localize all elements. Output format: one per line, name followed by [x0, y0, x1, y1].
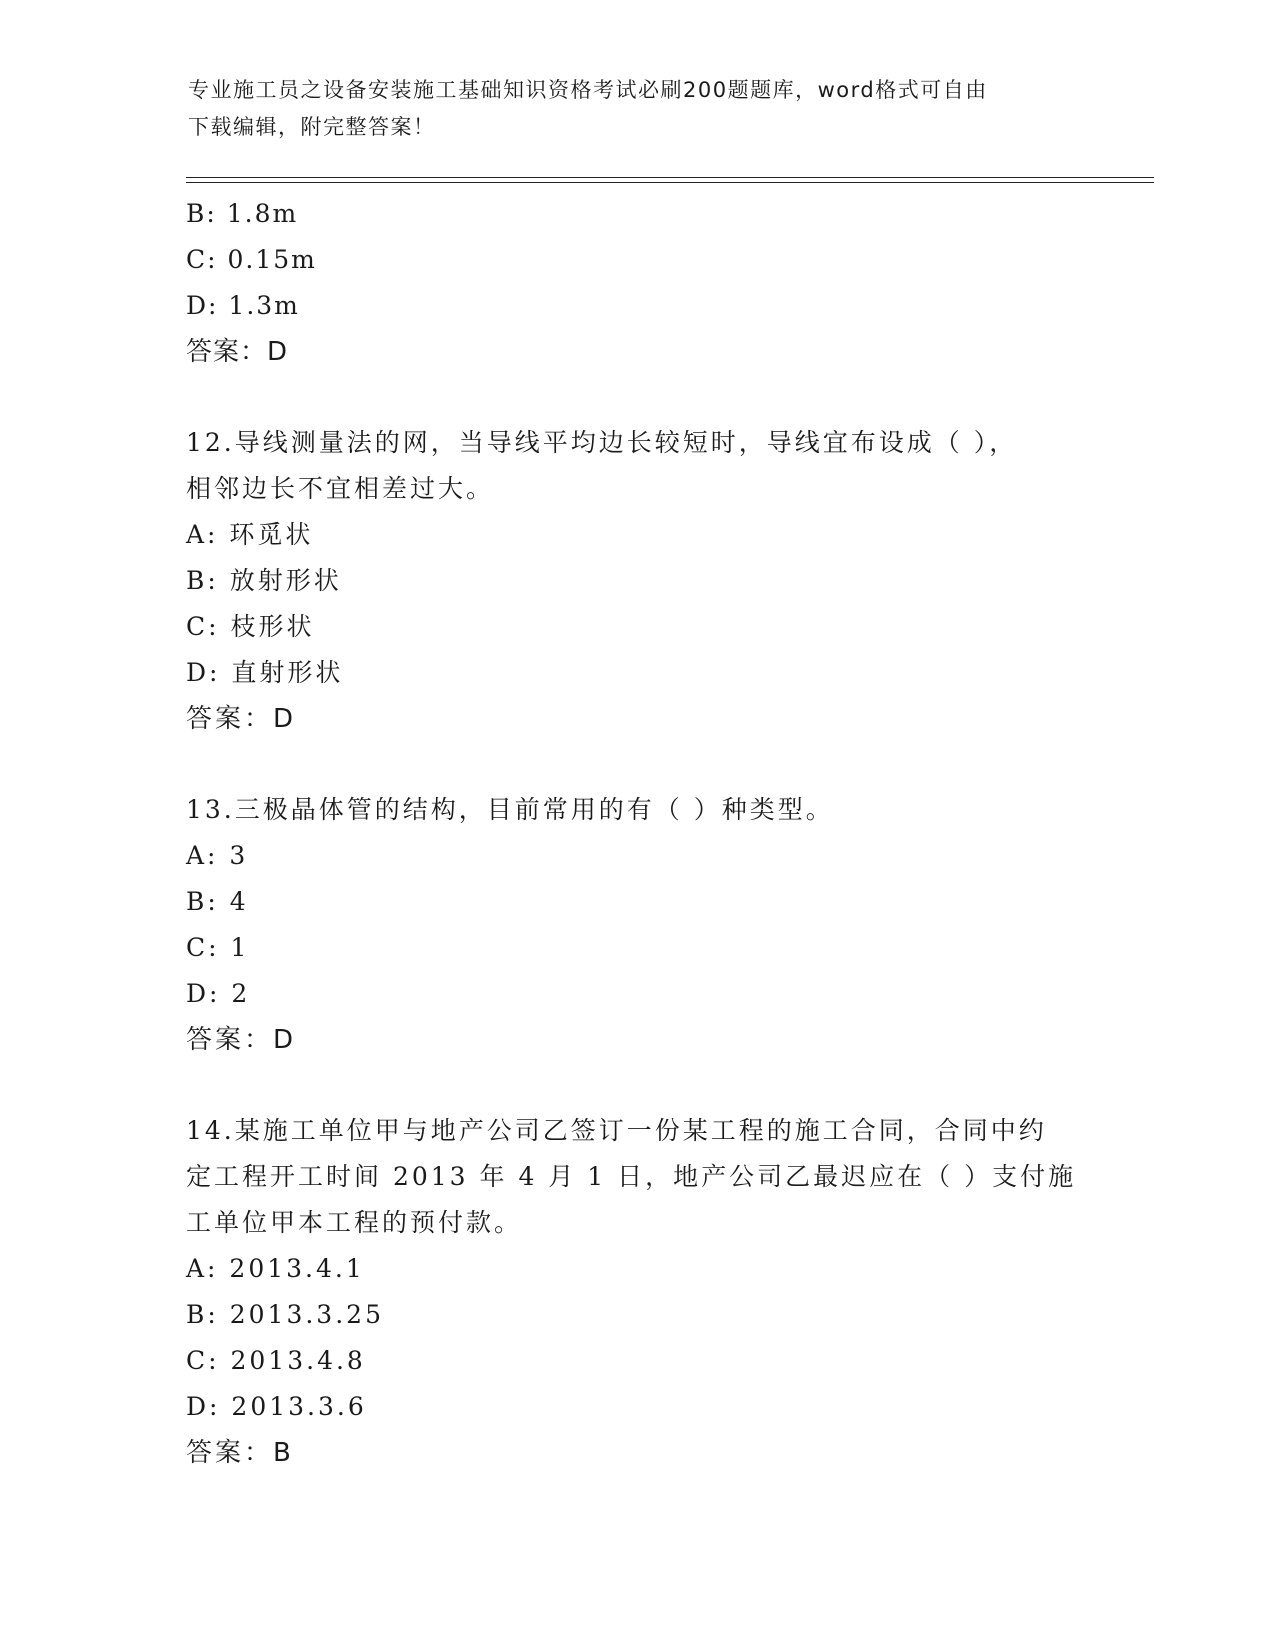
option-d: D: 1.3m [186, 291, 300, 320]
question-stem: 13.三极晶体管的结构，目前常用的有（ ）种类型。 [186, 795, 834, 824]
option-d: D: 2013.3.6 [186, 1392, 367, 1421]
option-b: B: 1.8m [186, 199, 299, 228]
option-c: C: 1 [186, 933, 250, 962]
header-divider-top [186, 177, 1154, 178]
option-c: C: 枝形状 [186, 612, 315, 641]
header-line-2: 下载编辑，附完整答案！ [188, 115, 436, 139]
question-stem: 14.某施工单位甲与地产公司乙签订一份某工程的施工合同，合同中约 [186, 1116, 1047, 1145]
option-c: C: 2013.4.8 [186, 1346, 366, 1375]
question-list [186, 191, 1086, 1476]
question-14 [186, 1108, 1086, 1476]
option-a: A: 3 [186, 841, 249, 870]
header-divider-bottom [186, 182, 1154, 183]
answer: 答案：D [186, 704, 297, 734]
answer: 答案：B [186, 1438, 294, 1468]
question-13 [186, 787, 1086, 1063]
question-12 [186, 420, 1086, 742]
question-stem: 定工程开工时间 2013 年 4 月 1 日，地产公司乙最迟应在（ ）支付施 [186, 1162, 1077, 1191]
document-header [188, 72, 1068, 146]
option-b: B: 2013.3.25 [186, 1300, 384, 1329]
question-stem: 12.导线测量法的网，当导线平均边长较短时，导线宜布设成（ ）， [186, 428, 1018, 457]
option-d: D: 直射形状 [186, 658, 344, 687]
option-d: D: 2 [186, 979, 251, 1008]
question-11 [186, 191, 1086, 375]
option-a: A: 环觅状 [186, 520, 314, 549]
option-b: B: 放射形状 [186, 566, 342, 595]
option-c: C: 0.15m [186, 245, 317, 274]
option-b: B: 4 [186, 887, 249, 916]
question-stem: 工单位甲本工程的预付款。 [186, 1208, 523, 1237]
question-stem: 相邻边长不宜相差过大。 [186, 474, 495, 503]
answer: 答案：D [186, 1025, 297, 1055]
answer: 答案：D [186, 337, 289, 367]
option-a: A: 2013.4.1 [186, 1254, 365, 1283]
header-line-1: 专业施工员之设备安装施工基础知识资格考试必刷200题题库，word格式可自由 [188, 78, 988, 102]
